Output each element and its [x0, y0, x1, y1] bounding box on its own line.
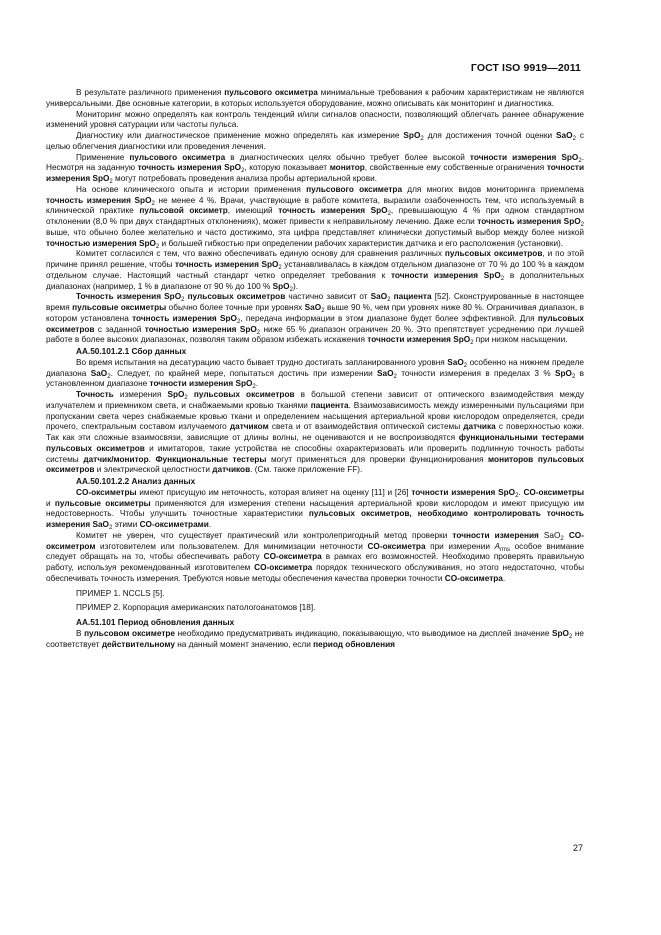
paragraph-co-oximeters: CO-оксиметры имеют присущую им неточность, которая влияет на оценку [11] и [26] точности измерения SpO$_2$. CO-оксиметры и пульсовые оксиметры применяются для измерения степени насыщения артериальной крови кислородом и имеют присущую им недостоверность. Чтобы улучшить точностные характеристики пульсовых оксиметров, необходимо контролировать точность измерения SaO$_2$ этими CO-оксиметрами. — [46, 487, 584, 531]
paragraph-diagnostics: Диагностику или диагностическое применение можно определять как измерение SpO$_2$ для достижения точной оценки SaO$_2$ с целью облегчения диагностики или проведения лечения. — [46, 131, 585, 151]
page-number: 27 — [572, 843, 583, 853]
paragraph-verification-method: Комитет не уверен, что существует практический или контролепригодный метод проверки точности измерения SaO$_2$ CO-оксиметром изготовителем или пользователем. Для минимизации неточности CO-оксиметра при измерении $A_{rms}$ особое внимание следует обращать на то, чтобы обеспечивать работу CO-оксиметра в рамках его возможностей. Необходимо проверять правильную работу, используя рекомендованный изготовителем CO-оксиметра порядок технического обслуживания, но этого недостаточно, чтобы обеспечивать точность измерения. Требуются новые методы обеспечения качества проверки точности CO-оксиметра. — [46, 530, 585, 583]
paragraph-accuracy-dependence: Точность измерения SpO$_2$ пульсовых оксиметров частично зависит от SaO$_2$ пациента [52]. Сконструированные в настоящее время пульсовые оксиметры обычно более точные при уровнях SaO$_2$ выше 90 %, чем при уровнях ниже 80 %. Ограничивая диапазон, в котором установлена точность измерения SpO$_2$, передача информации в этом диапазоне будет более эффективной. Для пульсовых оксиметров с заданной точностью измерения SpO$_2$ ниже 65 % диапазон ограничен 20 %. Это препятствует усреднению при лучшей работе в более высоких диапазонах, позволяя таким образом избежать искажения точности измерения SpO$_2$ при низком насыщении. — [46, 292, 585, 347]
paragraph-clinical-experience: На основе клинического опыта и истории применения пульсового оксиметра для многих видов мониторинга приемлема точность измерения SpO$_2$ не менее 4 %. Врачи, участвующие в работе комитета, выразили озабоченность тем, что используемый в клинической практике пульсовой оксиметр, имеющий точность измерения SpO$_2$, превышающую 4 % при одном стандартном отклонении (8,0 % при двух стандартных отклонениях), может привести к неправильному лечению. Даже если точность измерения SpO$_2$ выше, что обычно более желательно и часто достижимо, эта цифра представляет клинически допустимый выбор между более низкой точностью измерения SpO$_2$ и большей гибкостью при определении рабочих характеристик датчика и его расположения (установки). — [46, 184, 585, 250]
paragraph-optical-interaction: Точность измерения SpO$_2$ пульсовых оксиметров в большой степени зависит от оптического взаимодействия между излучателем и приемником света, и снабжаемыми кровью тканями пациента. Взаимозависимость между измеренными пульсациями при пропускании света через снабжаемые кровью ткани и определением насыщения артериальной крови кислородом определяется, среди прочего, спектральным составом излучаемого датчиком света и от взаимодействия оптической системы датчика с поверхностью кожи. Так как эти сложные взаимосвязи, зависящие от длины волны, не оцениваются и не воспроизводятся функциональными тестерами пульсовых оксиметров и имитаторов, такие устройства не способны охарактеризовать или проверить подлинную точность работы системы датчик/монитор. Функциональные тестеры могут применяться для проверки функционирования мониторов пульсовых оксиметров и электрической целостности датчиков. (См. также приложение FF). — [46, 390, 585, 475]
paragraph-update-period: В пульсовом оксиметре необходимо предусматривать индикацию, показывающую, что выводимое на дисплей значение SpO$_2$ не соответствует действительному на данный момент значению, если период обновления — [46, 628, 585, 649]
standard-header: ГОСТ ISO 9919—2011 — [470, 62, 581, 74]
paragraph-committee-agreement: Комитет согласился с тем, что важно обеспечивать единую основу для сравнения различных пульсовых оксиметров, и по этой причине принял решение, чтобы точность измерения SpO$_2$ устанавливалась в каждом отдельном диапазоне от 70 % до 100 % в каждом отдельном случае. Настоящий частный стандарт четко определяет требования к точности измерения SpO$_2$ в дополнительных диапазонах (например, 1 % в диапазоне от 90 % до 100 % SpO$_2$). — [46, 249, 584, 293]
section-heading-update-period: АА.51.101 Период обновления данных — [76, 618, 235, 627]
paragraph-monitoring: Мониторинг можно определять как контроль тенденций и/или сигналов опасности, позволяющий облегчать раннее обнаружение изменений уровня сатурации или частоты пульса. — [46, 109, 584, 130]
document-body — [46, 88, 584, 650]
example-1: ПРИМЕР 1. NCCLS [5]. — [76, 588, 165, 598]
example-2: ПРИМЕР 2. Корпорация американских патологоанатомов [18]. — [76, 603, 316, 613]
section-heading-data-analysis: АА.50.101.2.2 Анализ данных — [76, 477, 196, 486]
paragraph-diagnostic-use: Применение пульсового оксиметра в диагностических целях обычно требует более высокой точности измерения SpO$_2$. Несмотря на заданную точность измерения SpO$_2$, которую показывает монитор, свойственные ему собственные ограничения точности измерения SpO$_2$ могут потребовать проведения анализа пробы артериальной крови. — [46, 152, 585, 185]
section-heading-data-collection: АА.50.101.2.1 Сбор данных — [76, 347, 187, 356]
paragraph-categories: В результате различного применения пульсового оксиметра минимальные требования к рабочим характеристикам не являются универсальными. Две основные категории, в которых используется оборудование, можно описывать как мониторинг и диагностика. — [46, 88, 584, 108]
paragraph-desaturation: Во время испытания на десатурацию часто бывает трудно достигать запланированного уровня SaO$_2$ особенно на нижнем пределе диапазона SaO$_2$. Следует, по крайней мере, попытаться достичь при измерении SaO$_2$ точности измерения в пределах 3 % SpO$_2$ в установленном диапазоне точности измерения SpO$_2$. — [46, 357, 584, 391]
